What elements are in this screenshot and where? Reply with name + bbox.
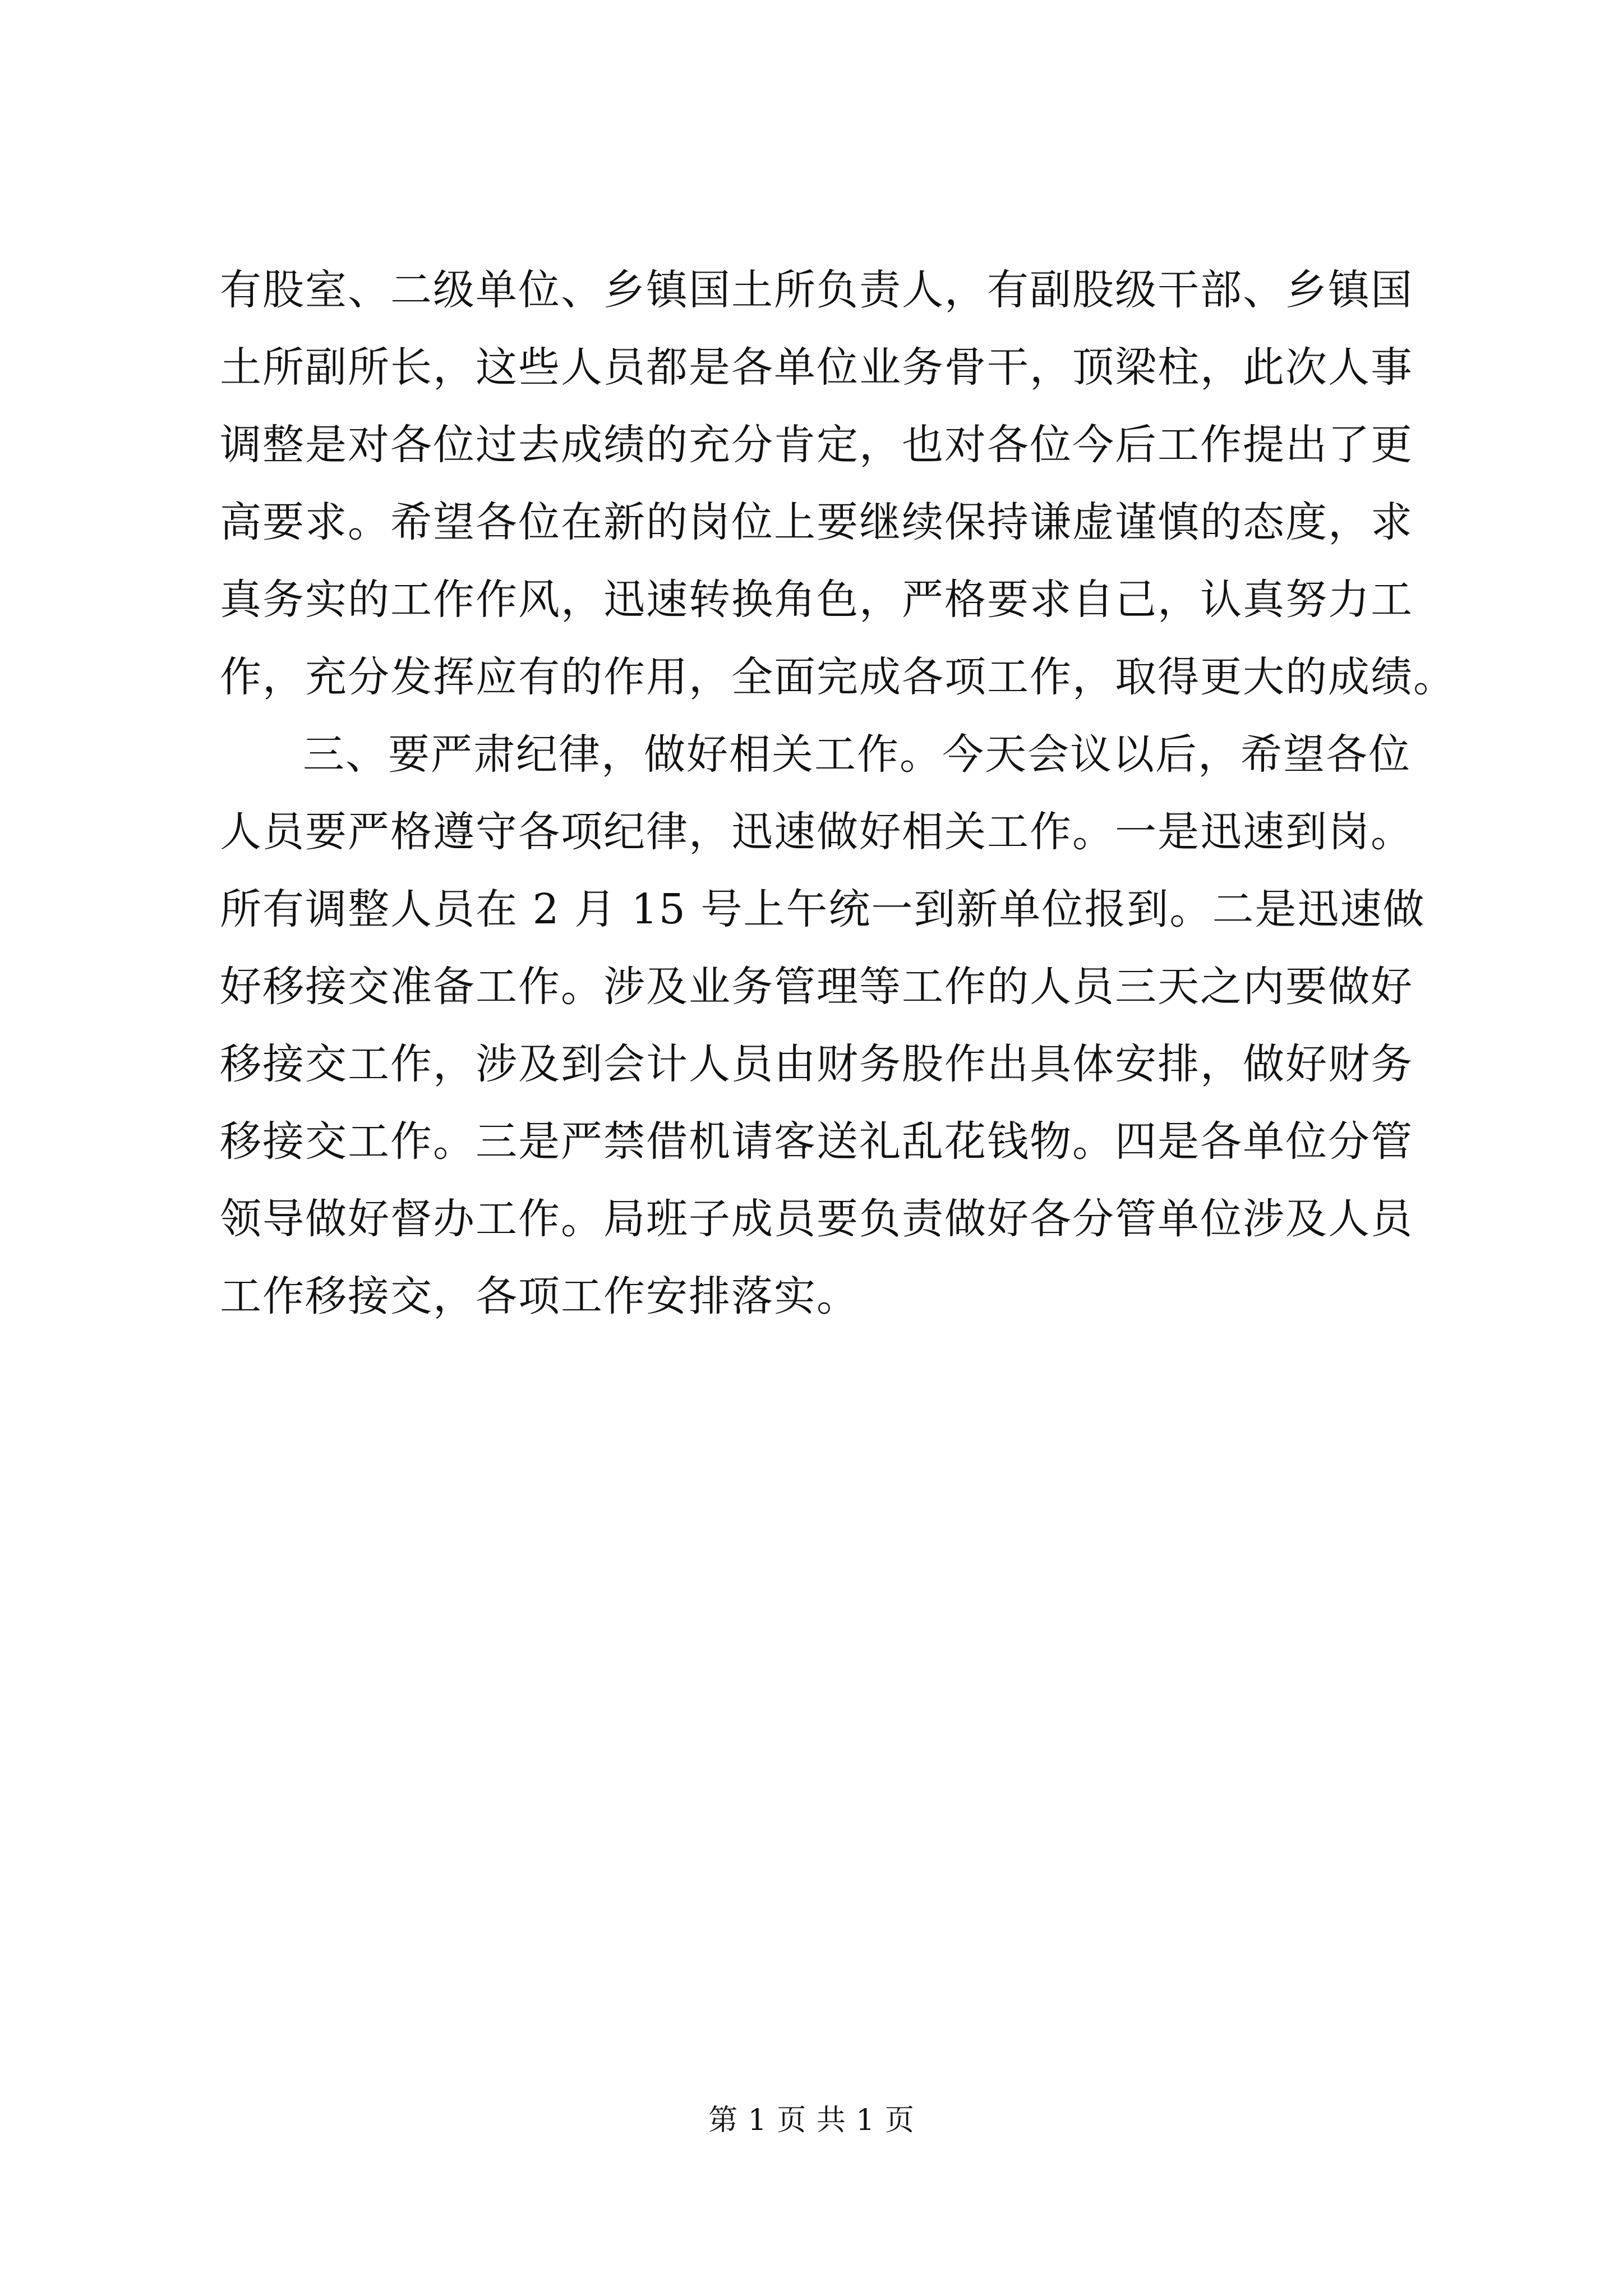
text-line: 好移接交准备工作。涉及业务管理等工作的人员三天之内要做好 [220, 963, 1413, 1011]
text-line: 移接交工作，涉及到会计人员由财务股作出具体安排，做好财务 [220, 1040, 1413, 1088]
page-footer: 第 1 页 共 1 页 [708, 2104, 915, 2137]
paragraph-continuation [220, 251, 1456, 716]
text-line: 所有调整人员在 2 月 15 号上午统一到新单位报到。二是迅速做 [220, 885, 1426, 933]
text-line: 工作移接交，各项工作安排落实。 [220, 1272, 859, 1320]
document-body [220, 251, 1456, 1335]
text-line: 土所副所长，这些人员都是各单位业务骨干，顶梁柱，此次人事 [220, 343, 1413, 392]
text-line: 移接交工作。三是严禁借机请客送礼乱花钱物。四是各单位分管 [220, 1117, 1413, 1166]
text-line: 作，充分发挥应有的作用，全面完成各项工作，取得更大的成绩。 [220, 653, 1456, 701]
text-line: 真务实的工作作风，迅速转换角色，严格要求自己，认真努力工 [220, 576, 1413, 624]
text-line: 有股室、二级单位、乡镇国土所负责人，有副股级干部、乡镇国 [220, 266, 1413, 314]
text-line: 人员要严格遵守各项纪律，迅速做好相关工作。一是迅速到岗。 [220, 808, 1413, 856]
text-line: 调整是对各位过去成绩的充分肯定，也对各位今后工作提出了更 [220, 421, 1413, 469]
text-line: 高要求。希望各位在新的岗位上要继续保持谦虚谨慎的态度，求 [220, 498, 1413, 546]
text-line: 领导做好督办工作。局班子成员要负责做好各分管单位涉及人员 [220, 1195, 1413, 1243]
text-line-indented: 三、要严肃纪律，做好相关工作。今天会议以后，希望各位 [303, 730, 1411, 779]
paragraph-discipline [220, 716, 1426, 1335]
